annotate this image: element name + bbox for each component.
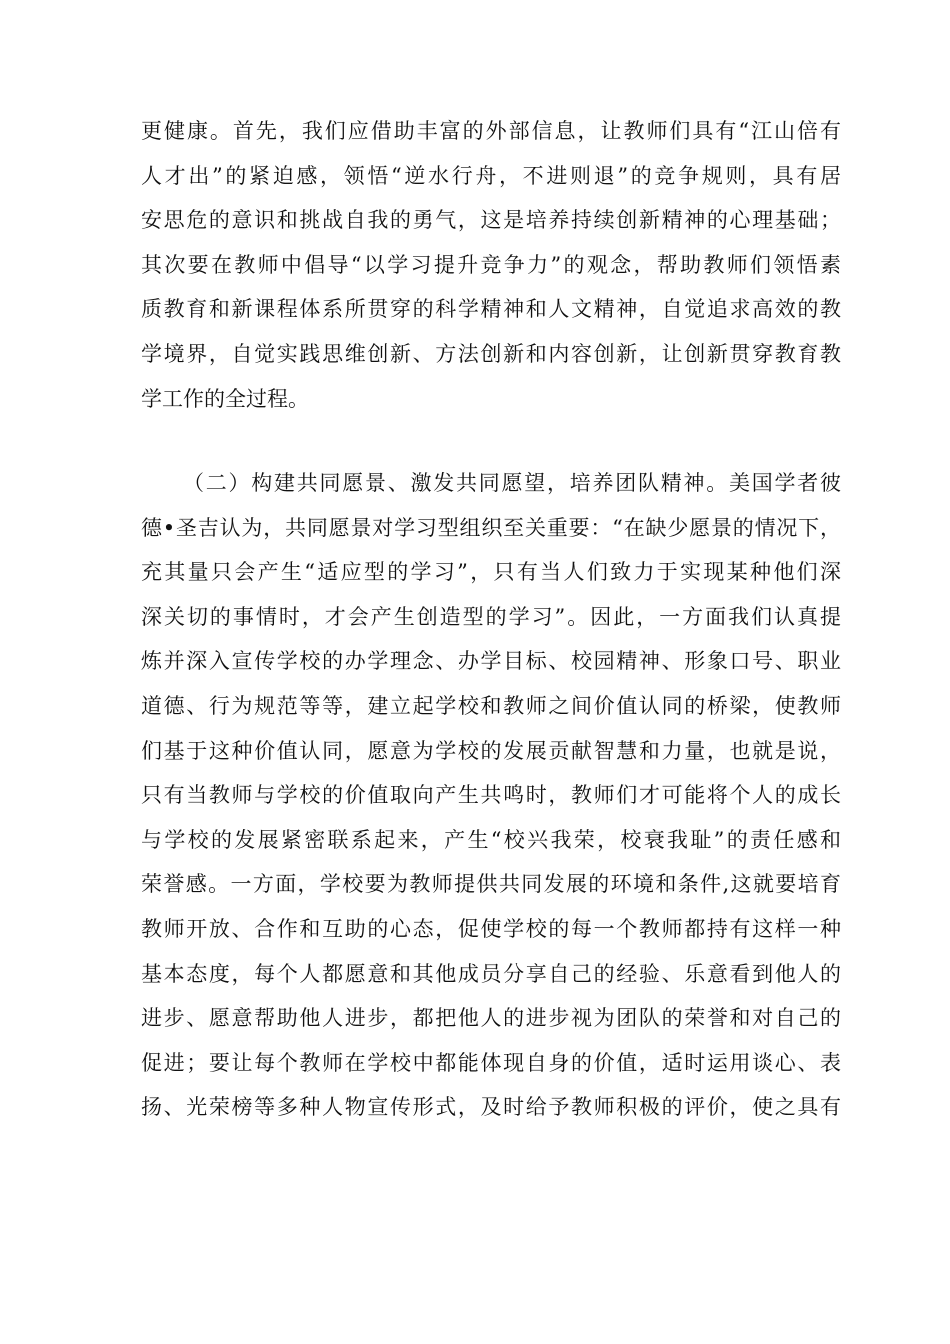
- text-line: 进步、愿意帮助他人进步，都把他人的进步视为团队的荣誉和对自己的: [141, 1006, 841, 1031]
- text-line: 促进；要让每个教师在学校中都能体现自身的价值，适时运用谈心、表: [141, 1050, 841, 1075]
- text-line: 质教育和新课程体系所贯穿的科学精神和人文精神，自觉追求高效的教: [141, 297, 841, 322]
- text-line: 与学校的发展紧密联系起来，产生“校兴我荣，校衰我耻”的责任感和: [141, 827, 841, 852]
- text-line: 道德、行为规范等等，建立起学校和教师之间价值认同的桥梁，使教师: [141, 693, 841, 718]
- text-line: 更健康。首先，我们应借助丰富的外部信息，让教师们具有“江山倍有: [141, 119, 841, 143]
- text-line: 学境界，自觉实践思维创新、方法创新和内容创新，让创新贯穿教育教: [141, 341, 841, 366]
- text-line: 其次要在教师中倡导“以学习提升竞争力”的观念，帮助教师们领悟素: [141, 252, 841, 277]
- text-line: （二）构建共同愿景、激发共同愿望，培养团队精神。美国学者彼: [183, 471, 841, 495]
- text-line: 只有当教师与学校的价值取向产生共鸣时，教师们才可能将个人的成长: [141, 783, 841, 808]
- text-line: 们基于这种价值认同，愿意为学校的发展贡献智慧和力量，也就是说，: [141, 738, 841, 763]
- text-line: 炼并深入宣传学校的办学理念、办学目标、校园精神、形象口号、职业: [141, 649, 841, 674]
- text-line: 人才出”的紧迫感，领悟“逆水行舟，不进则退”的竞争规则，具有居: [141, 163, 841, 188]
- paragraph-2: [141, 461, 841, 1130]
- text-line: 教师开放、合作和互助的心态，促使学校的每一个教师都持有这样一种: [141, 916, 841, 941]
- text-line: 充其量只会产生“适应型的学习”，只有当人们致力于实现某种他们深: [141, 560, 841, 585]
- text-line: 学工作的全过程。: [141, 386, 309, 411]
- text-line: 安思危的意识和挑战自我的勇气，这是培养持续创新精神的心理基础；: [141, 208, 841, 233]
- text-line: 荣誉感。一方面，学校要为教师提供共同发展的环境和条件,这就要培育: [141, 872, 841, 897]
- text-line: 深关切的事情时，才会产生创造型的学习”。因此，一方面我们认真提: [141, 604, 841, 629]
- paragraph-1: [141, 109, 841, 421]
- text-line: 扬、光荣榜等多种人物宣传形式，及时给予教师积极的评价，使之具有: [141, 1095, 841, 1120]
- text-line: 德•圣吉认为，共同愿景对学习型组织至关重要：“在缺少愿景的情况下，: [141, 515, 841, 540]
- text-line: 基本态度，每个人都愿意和其他成员分享自己的经验、乐意看到他人的: [141, 961, 841, 986]
